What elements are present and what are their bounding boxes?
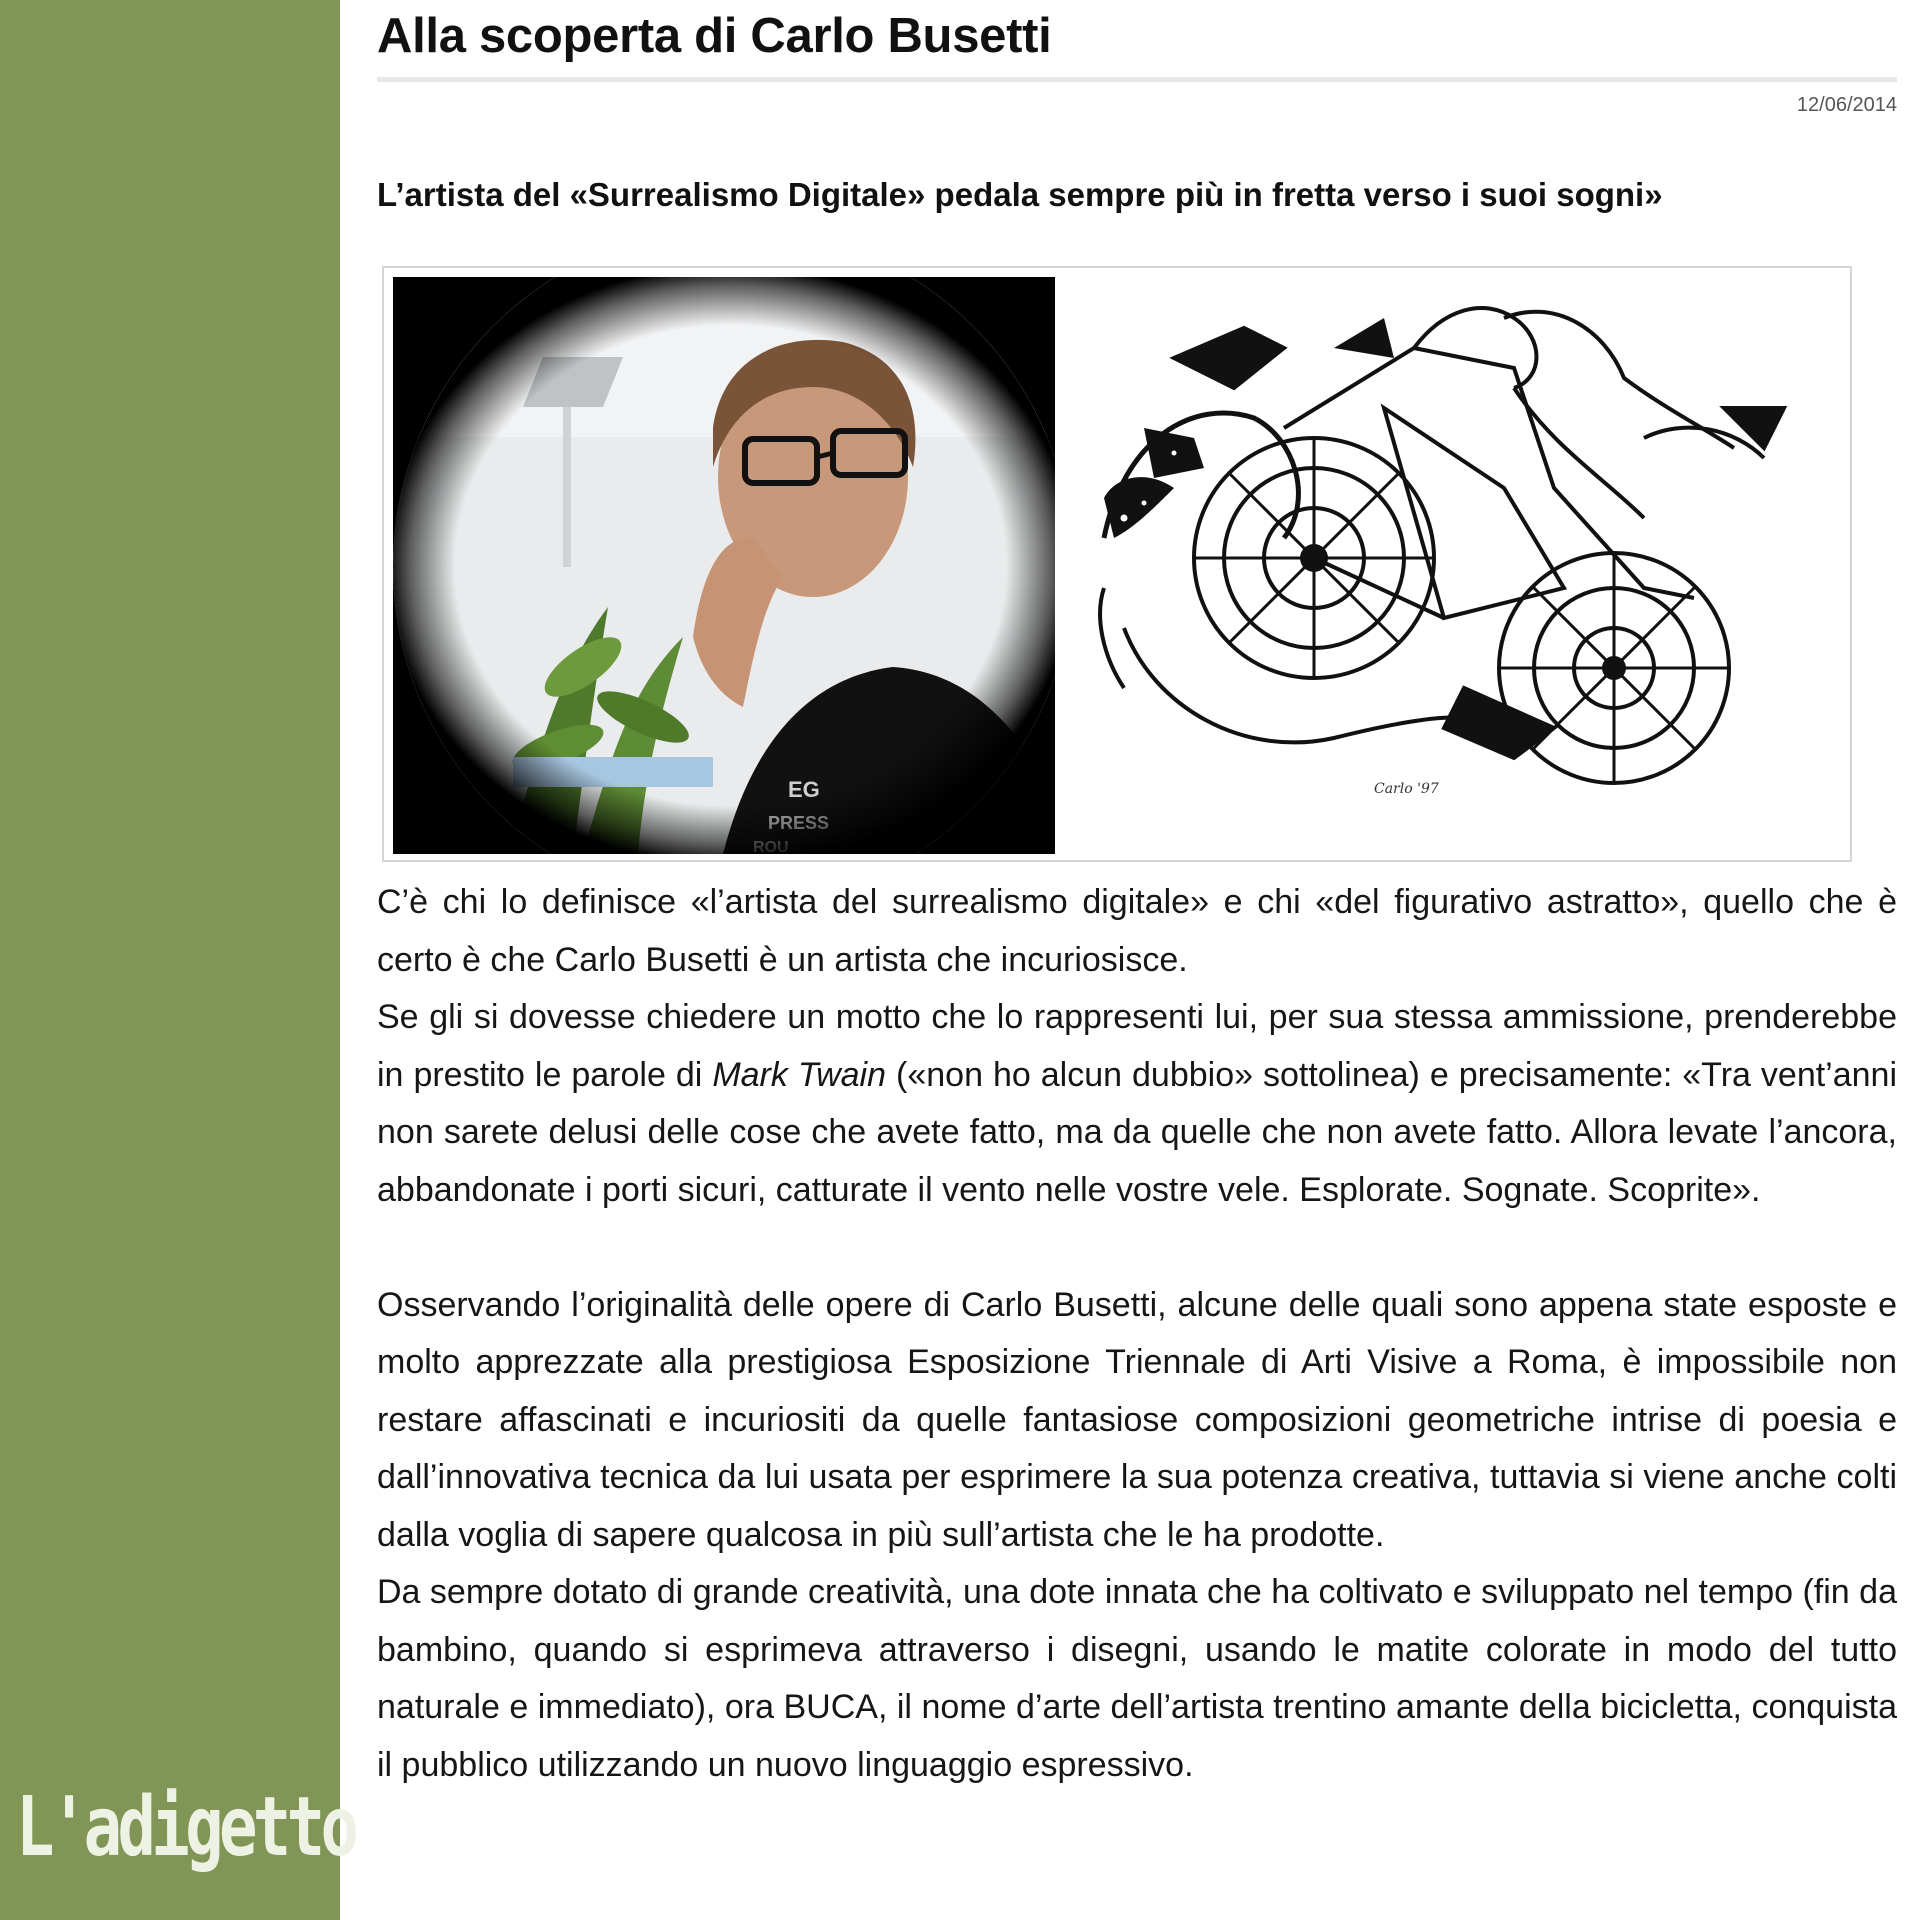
drawing-signature: Carlo '97 [1374, 781, 1439, 797]
article-figure [382, 266, 1852, 862]
paragraph-gap [377, 1219, 1897, 1277]
paragraph-2 [377, 989, 1897, 1219]
article-date: 12/06/2014 [1796, 94, 1897, 116]
paragraph-4: Da sempre dotato di grande creatività, una dote innata che ha coltivato e sviluppato nel tempo (fin da bambino, quando si esprimeva attraverso i disegni, usando le matite colorate in modo del tutto naturale e immediato), ora BUCA, il nome d’arte dell’artista trentino amante della bicicletta, conquista il pubblico utilizzando un nuovo linguaggio espressivo. [377, 1573, 1897, 1784]
brand-logo[interactable]: L'adigetto [16, 1780, 355, 1875]
mark-twain-name: Mark Twain [712, 1055, 887, 1094]
paragraph-2-end: («non ho alcun dubbio» sottolinea) e precisamente: «Tra vent’anni non sarete delusi delle cose che avete fatto, ma da quelle che non avete fatto. Allora levate l’ancora, abbandonate i porti sicuri, catturate il vento nelle vostre vele. Esplorate. Sognate. Scoprite». [377, 1055, 1898, 1209]
paragraph-1: C’è chi lo definisce «l’artista del surrealismo digitale» e chi «del figurativo astratto», quello che è certo è che Carlo Busetti è un artista che incuriosisce. [377, 883, 1897, 979]
title-divider [377, 77, 1897, 82]
paragraph-2-start: Se gli si dovesse chiedere un motto che lo rappresenti lui, per sua stessa ammissione, prenderebbe in prestito le parole di [377, 998, 1897, 1094]
portrait-illustration [393, 277, 1055, 854]
sidebar [0, 0, 355, 1920]
article-body [377, 874, 1897, 1794]
article-subtitle: L’artista del «Surrealismo Digitale» pedala sempre più in fretta verso i suoi sogni» [377, 176, 1663, 213]
page-title: Alla scoperta di Carlo Busetti [377, 9, 1052, 63]
cyclist-drawing [1084, 288, 1836, 844]
artist-portrait-photo [393, 277, 1055, 854]
paragraph-3: Osservando l’originalità delle opere di Carlo Busetti, alcune delle quali sono appena state esposte e molto apprezzate alla prestigiosa Esposizione Triennale di Arti Visive a Roma, è impossibile non restare affascinati e incuriositi da quelle fantasiose composizioni geometriche intrise di poesia e dall’innovativa tecnica da lui usata per esprimere la sua potenza creativa, tuttavia si viene anche colti dalla voglia di sapere qualcosa in più sull’artista che le ha prodotte. [377, 1285, 1897, 1554]
